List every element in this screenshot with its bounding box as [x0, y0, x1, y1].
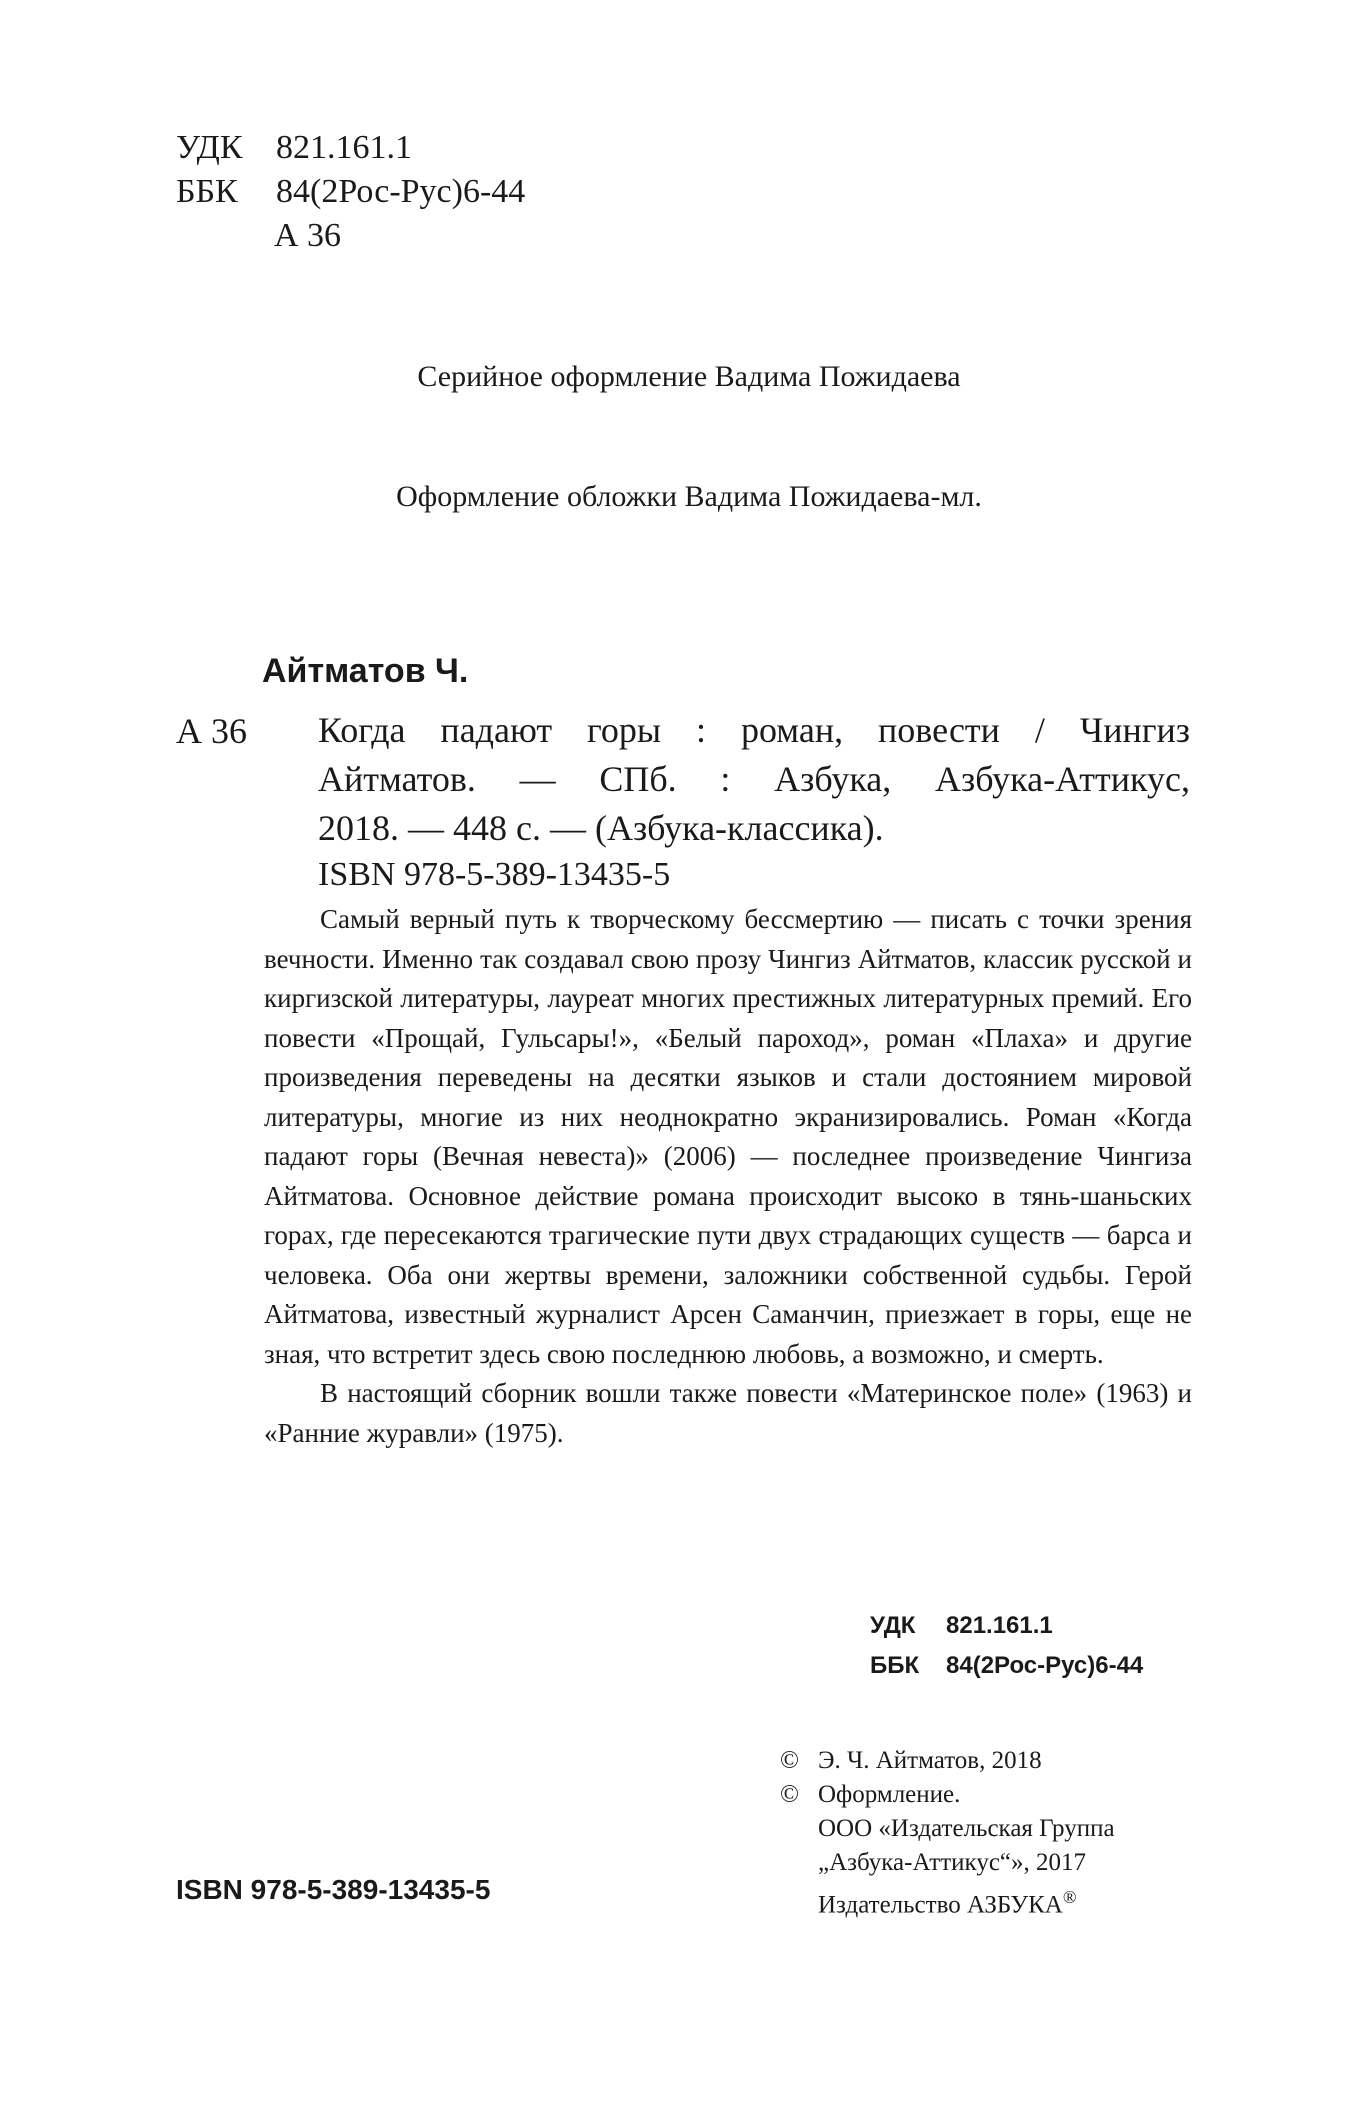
- registered-trademark-mark: ®: [1062, 1887, 1077, 1907]
- copyright-block: [780, 1744, 1115, 1922]
- classification-bottom: [870, 1606, 1143, 1686]
- publisher-line-1: ООО «Издательская Группа: [818, 1815, 1115, 1842]
- copyright-design-label: Оформление.: [818, 1781, 961, 1808]
- udk-label: УДК: [176, 129, 243, 166]
- copyright-author: Э. Ч. Айтматов, 2018: [818, 1747, 1042, 1774]
- series-design-credit: Серийное оформление Вадима Пожидаева: [417, 360, 961, 393]
- udk-value-bottom: 821.161.1: [946, 1612, 1053, 1639]
- publisher-line-2: „Азбука-Аттикус“», 2017: [818, 1849, 1087, 1876]
- publisher-line-3-row: [780, 1880, 1115, 1922]
- copyright-symbol: ©: [780, 1747, 799, 1774]
- udk-row: [176, 126, 525, 170]
- copyright-symbol-2: ©: [780, 1781, 799, 1808]
- entry-line-2: Айтматов. — СПб. : Азбука, Азбука-Аттикус,: [318, 759, 1190, 799]
- bibliographic-description: [318, 706, 1190, 853]
- isbn-bottom: ISBN 978-5-389-13435-5: [176, 1874, 491, 1905]
- author-heading: Айтматов Ч.: [262, 652, 469, 690]
- annotation-paragraph-2: В настоящий сборник вошли также повести «Материнское поле» (1963) и «Ранние журавли» (1975).: [264, 1378, 1192, 1448]
- entry-isbn: ISBN 978-5-389-13435-5: [318, 856, 671, 893]
- entry-author-mark: А 36: [176, 711, 247, 751]
- udk-label-bottom: УДК: [870, 1612, 916, 1639]
- bbk-label-bottom: ББК: [870, 1652, 920, 1679]
- entry-line-1: Когда падают горы : роман, повести / Чингиз: [318, 710, 1190, 750]
- bbk-value-bottom: 84(2Рос-Рус)6-44: [946, 1652, 1144, 1679]
- bbk-row: [176, 170, 525, 214]
- bbk-value: 84(2Рос-Рус)6-44: [276, 173, 526, 210]
- annotation-paragraph-1: Самый верный путь к творческому бессмертию — писать с точки зрения вечности. Именно так создавал свою прозу Чингиз Айтматов, классик русской и киргизской литературы, лауреат многих престижных литературных премий. Его повести «Прощай, Гульсары!», «Белый пароход», роман «Плаха» и другие произведения переведены на десятки языков и стали достоянием мировой литературы, многие из них неоднократно экранизировались. Роман «Когда падают горы (Вечная невеста)» (2006) — последнее произведение Чингиза Айтматова. Основное действие романа происходит высоко в тянь-шаньских горах, где пересекаются трагические пути двух страдающих существ — барса и человека. Оба они жертвы времени, заложники собственной судьбы. Герой Айтматова, известный журналист Арсен Саманчин, приезжает в горы, еще не зная, что встретит здесь свою последнюю любовь, а возможно, и смерть.: [264, 904, 1192, 1369]
- udk-value: 821.161.1: [276, 129, 412, 166]
- udk-row-bottom: [870, 1606, 1143, 1646]
- classification-top: [176, 126, 525, 258]
- copyright-design-row: [780, 1778, 1115, 1812]
- cover-design-credit: Оформление обложки Вадима Пожидаева-мл.: [396, 480, 982, 513]
- annotation: [264, 900, 1192, 1453]
- bbk-row-bottom: [870, 1646, 1143, 1686]
- entry-line-3: 2018. — 448 с. — (Азбука-классика).: [318, 808, 884, 848]
- publisher-line-3: Издательство АЗБУКА: [818, 1891, 1063, 1919]
- author-mark: А 36: [274, 217, 342, 254]
- bbk-label: ББК: [176, 173, 238, 210]
- copyright-author-row: [780, 1744, 1115, 1778]
